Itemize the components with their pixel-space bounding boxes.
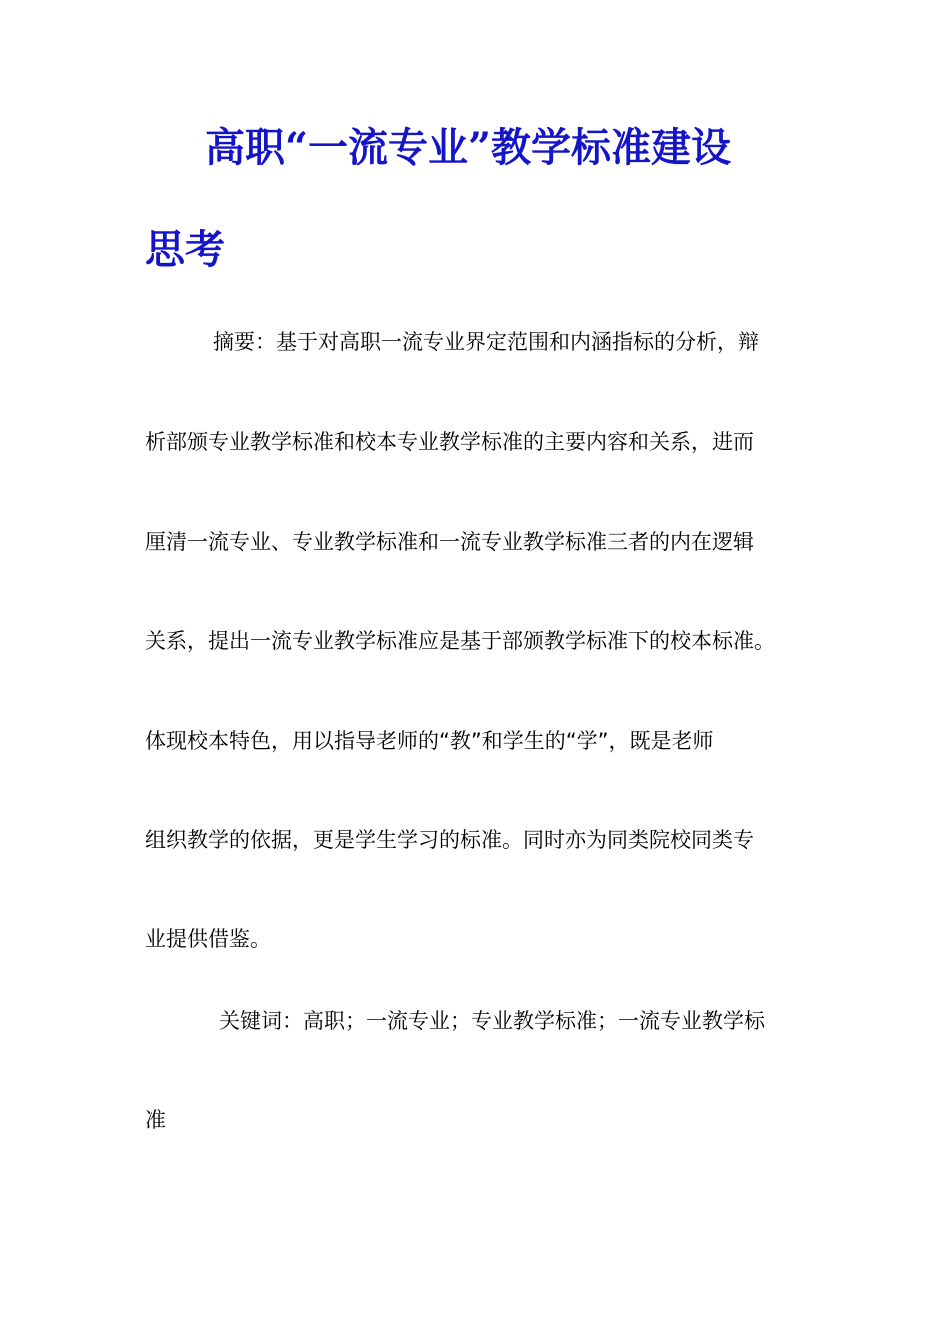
keywords-line-1: 关键词：高职；一流专业；专业教学标准；一流专业教学标 <box>219 1009 765 1033</box>
keywords-line-2: 准 <box>145 1108 166 1132</box>
abstract-line-7: 业提供借鉴。 <box>145 927 271 951</box>
document-title-line-1: 高职“一流专业”教学标准建设 <box>205 124 732 171</box>
abstract-line-5: 体现校本特色，用以指导老师的“教”和学生的“学”，既是老师 <box>145 729 714 753</box>
abstract-line-1: 摘要：基于对高职一流专业界定范围和内涵指标的分析，辩 <box>213 330 759 354</box>
abstract-line-2: 析部颁专业教学标准和校本专业教学标准的主要内容和关系，进而 <box>145 430 754 454</box>
abstract-line-6: 组织教学的依据，更是学生学习的标准。同时亦为同类院校同类专 <box>145 828 754 852</box>
abstract-line-3: 厘清一流专业、专业教学标准和一流专业教学标准三者的内在逻辑 <box>145 530 754 554</box>
abstract-line-4: 关系，提出一流专业教学标准应是基于部颁教学标准下的校本标准。 <box>145 629 775 653</box>
document-title-line-2: 思考 <box>145 226 225 273</box>
